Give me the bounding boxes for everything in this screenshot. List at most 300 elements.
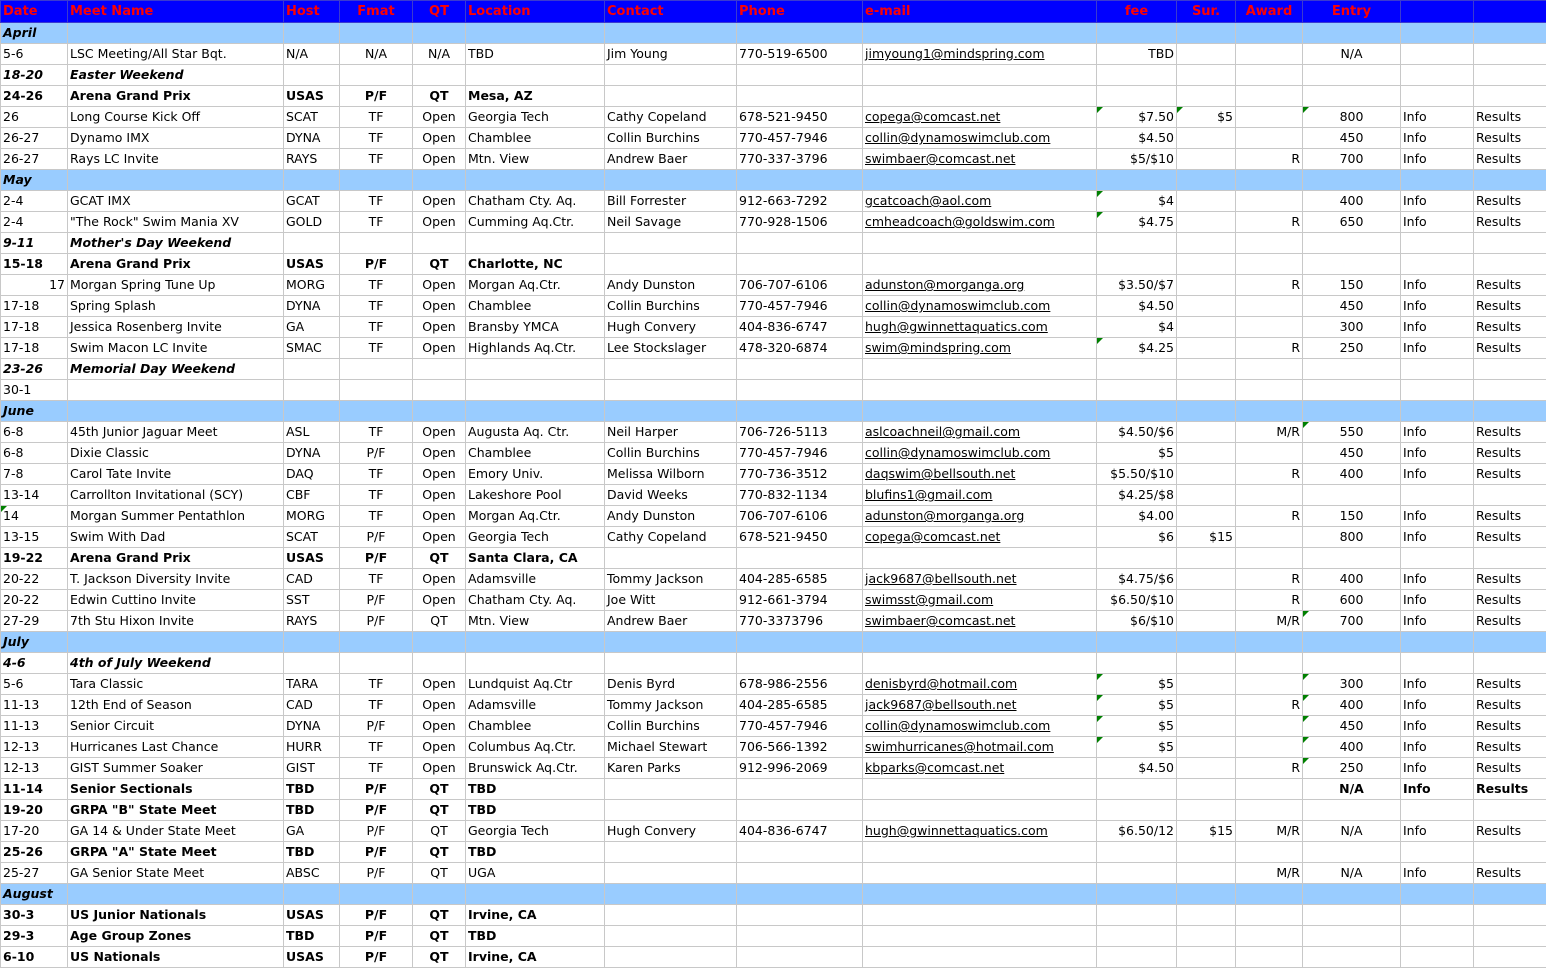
cell-fee: $5 xyxy=(1097,443,1177,464)
cell-name: Hurricanes Last Chance xyxy=(68,737,284,758)
cell-info[interactable]: Info xyxy=(1401,317,1474,338)
table-row xyxy=(1,149,1546,170)
cell-entry xyxy=(1303,380,1401,401)
cell-name xyxy=(68,884,284,905)
cell-fee: $5 xyxy=(1097,716,1177,737)
cell-email xyxy=(863,23,1097,44)
cell-info[interactable]: Info xyxy=(1401,779,1474,800)
cell-sur: $15 xyxy=(1177,527,1236,548)
cell-email[interactable]: swimhurricanes@hotmail.com xyxy=(863,737,1097,758)
cell-email xyxy=(863,359,1097,380)
cell-host xyxy=(284,401,340,422)
cell-info[interactable]: Info xyxy=(1401,443,1474,464)
cell-date: 25-26 xyxy=(1,842,68,863)
header-meet-name: Meet Name xyxy=(68,1,284,23)
table-row xyxy=(1,191,1546,212)
cell-entry xyxy=(1303,653,1401,674)
cell-info[interactable]: Info xyxy=(1401,506,1474,527)
cell-fee: $7.50 xyxy=(1097,107,1177,128)
cell-sur xyxy=(1177,590,1236,611)
cell-location xyxy=(466,401,605,422)
cell-sur xyxy=(1177,443,1236,464)
cell-phone xyxy=(737,905,863,926)
cell-fee: $4.00 xyxy=(1097,506,1177,527)
cell-info xyxy=(1401,548,1474,569)
cell-host: GA xyxy=(284,821,340,842)
cell-fee xyxy=(1097,23,1177,44)
cell-results[interactable]: Results xyxy=(1474,275,1546,296)
cell-sur xyxy=(1177,380,1236,401)
cell-email[interactable]: swimbaer@comcast.net xyxy=(863,611,1097,632)
cell-contact xyxy=(605,947,737,968)
cell-info[interactable]: Info xyxy=(1401,758,1474,779)
cell-host: DAQ xyxy=(284,464,340,485)
cell-phone xyxy=(737,779,863,800)
cell-info[interactable]: Info xyxy=(1401,737,1474,758)
table-row xyxy=(1,674,1546,695)
cell-fmat: P/F xyxy=(340,86,413,107)
cell-location xyxy=(466,23,605,44)
cell-entry: 400 xyxy=(1303,569,1401,590)
cell-host: TBD xyxy=(284,926,340,947)
cell-results[interactable]: Results xyxy=(1474,338,1546,359)
cell-results[interactable]: Results xyxy=(1474,443,1546,464)
cell-qt: QT xyxy=(413,863,466,884)
cell-award xyxy=(1236,527,1303,548)
cell-info[interactable]: Info xyxy=(1401,569,1474,590)
table-row xyxy=(1,359,1546,380)
cell-results[interactable]: Results xyxy=(1474,758,1546,779)
cell-info[interactable]: Info xyxy=(1401,191,1474,212)
cell-host: ABSC xyxy=(284,863,340,884)
cell-award xyxy=(1236,842,1303,863)
cell-location: Lakeshore Pool xyxy=(466,485,605,506)
cell-qt: Open xyxy=(413,149,466,170)
cell-info[interactable]: Info xyxy=(1401,296,1474,317)
cell-sur xyxy=(1177,44,1236,65)
table-row xyxy=(1,779,1546,800)
cell-location: TBD xyxy=(466,44,605,65)
cell-date: July xyxy=(1,632,68,653)
cell-host: SCAT xyxy=(284,107,340,128)
cell-email xyxy=(863,254,1097,275)
cell-award xyxy=(1236,947,1303,968)
cell-fee xyxy=(1097,842,1177,863)
cell-fee: $4.75/$6 xyxy=(1097,569,1177,590)
cell-info[interactable]: Info xyxy=(1401,716,1474,737)
cell-location xyxy=(466,632,605,653)
cell-contact xyxy=(605,170,737,191)
cell-fmat: TF xyxy=(340,338,413,359)
cell-phone: 678-521-9450 xyxy=(737,107,863,128)
cell-host: USAS xyxy=(284,947,340,968)
cell-award xyxy=(1236,317,1303,338)
cell-info[interactable]: Info xyxy=(1401,422,1474,443)
cell-entry: N/A xyxy=(1303,779,1401,800)
cell-info[interactable]: Info xyxy=(1401,128,1474,149)
cell-award xyxy=(1236,737,1303,758)
cell-qt: QT xyxy=(413,842,466,863)
cell-date: 6-8 xyxy=(1,443,68,464)
table-row xyxy=(1,506,1546,527)
cell-info xyxy=(1401,947,1474,968)
cell-location: Chatham Cty. Aq. xyxy=(466,191,605,212)
cell-award xyxy=(1236,86,1303,107)
cell-entry xyxy=(1303,65,1401,86)
cell-results[interactable]: Results xyxy=(1474,569,1546,590)
cell-email[interactable]: swimsst@gmail.com xyxy=(863,590,1097,611)
cell-results[interactable]: Results xyxy=(1474,674,1546,695)
cell-email[interactable]: daqswim@bellsouth.net xyxy=(863,464,1097,485)
cell-fee: $4.50 xyxy=(1097,758,1177,779)
cell-entry xyxy=(1303,359,1401,380)
cell-results[interactable]: Results xyxy=(1474,149,1546,170)
cell-location: Chamblee xyxy=(466,443,605,464)
cell-date: 24-26 xyxy=(1,86,68,107)
cell-date: 26-27 xyxy=(1,128,68,149)
cell-date: 20-22 xyxy=(1,590,68,611)
cell-fee: $4.25/$8 xyxy=(1097,485,1177,506)
cell-results[interactable]: Results xyxy=(1474,317,1546,338)
cell-contact xyxy=(605,632,737,653)
cell-entry xyxy=(1303,23,1401,44)
cell-location: Mesa, AZ xyxy=(466,86,605,107)
cell-info xyxy=(1401,842,1474,863)
cell-results[interactable]: Results xyxy=(1474,611,1546,632)
cell-info[interactable]: Info xyxy=(1401,338,1474,359)
table-row xyxy=(1,317,1546,338)
cell-results xyxy=(1474,23,1546,44)
cell-name: 45th Junior Jaguar Meet xyxy=(68,422,284,443)
cell-fmat: P/F xyxy=(340,779,413,800)
cell-results[interactable]: Results xyxy=(1474,779,1546,800)
cell-name: Memorial Day Weekend xyxy=(68,359,284,380)
table-row xyxy=(1,737,1546,758)
table-row xyxy=(1,212,1546,233)
cell-location xyxy=(466,170,605,191)
cell-fmat: TF xyxy=(340,485,413,506)
cell-contact xyxy=(605,926,737,947)
cell-results xyxy=(1474,632,1546,653)
cell-sur xyxy=(1177,65,1236,86)
cell-email[interactable]: kbparks@comcast.net xyxy=(863,758,1097,779)
cell-info xyxy=(1401,800,1474,821)
cell-fmat: P/F xyxy=(340,926,413,947)
cell-location xyxy=(466,233,605,254)
cell-results xyxy=(1474,800,1546,821)
cell-info[interactable]: Info xyxy=(1401,464,1474,485)
cell-date: 27-29 xyxy=(1,611,68,632)
cell-name: 7th Stu Hixon Invite xyxy=(68,611,284,632)
cell-results xyxy=(1474,359,1546,380)
cell-info[interactable]: Info xyxy=(1401,821,1474,842)
cell-email[interactable]: denisbyrd@hotmail.com xyxy=(863,674,1097,695)
cell-award: R xyxy=(1236,212,1303,233)
cell-contact xyxy=(605,380,737,401)
cell-qt: QT xyxy=(413,926,466,947)
cell-fee xyxy=(1097,632,1177,653)
cell-award xyxy=(1236,779,1303,800)
cell-phone: 770-337-3796 xyxy=(737,149,863,170)
cell-name: Dixie Classic xyxy=(68,443,284,464)
cell-location: TBD xyxy=(466,779,605,800)
cell-results xyxy=(1474,947,1546,968)
cell-entry: 250 xyxy=(1303,338,1401,359)
cell-results[interactable]: Results xyxy=(1474,296,1546,317)
cell-fee xyxy=(1097,380,1177,401)
cell-info[interactable]: Info xyxy=(1401,674,1474,695)
cell-phone: 404-836-6747 xyxy=(737,821,863,842)
cell-contact: Collin Burchins xyxy=(605,443,737,464)
cell-name: Rays LC Invite xyxy=(68,149,284,170)
cell-host: CBF xyxy=(284,485,340,506)
cell-host: SST xyxy=(284,590,340,611)
cell-qt xyxy=(413,233,466,254)
cell-results[interactable]: Results xyxy=(1474,737,1546,758)
cell-name: Swim Macon LC Invite xyxy=(68,338,284,359)
cell-sur xyxy=(1177,653,1236,674)
cell-award: R xyxy=(1236,590,1303,611)
cell-fee: $4.50 xyxy=(1097,296,1177,317)
cell-award xyxy=(1236,485,1303,506)
cell-phone xyxy=(737,653,863,674)
cell-fmat xyxy=(340,359,413,380)
cell-email[interactable]: hugh@gwinnettaquatics.com xyxy=(863,317,1097,338)
cell-qt xyxy=(413,359,466,380)
cell-entry: 400 xyxy=(1303,737,1401,758)
cell-results[interactable]: Results xyxy=(1474,128,1546,149)
cell-sur xyxy=(1177,149,1236,170)
cell-sur xyxy=(1177,401,1236,422)
cell-info xyxy=(1401,44,1474,65)
cell-email[interactable]: swimbaer@comcast.net xyxy=(863,149,1097,170)
cell-location: Cumming Aq.Ctr. xyxy=(466,212,605,233)
cell-fmat xyxy=(340,65,413,86)
cell-results[interactable]: Results xyxy=(1474,506,1546,527)
cell-location: Morgan Aq.Ctr. xyxy=(466,506,605,527)
cell-contact: Neil Harper xyxy=(605,422,737,443)
cell-award xyxy=(1236,296,1303,317)
cell-fee: $4.25 xyxy=(1097,338,1177,359)
cell-qt xyxy=(413,65,466,86)
cell-contact: David Weeks xyxy=(605,485,737,506)
cell-results[interactable]: Results xyxy=(1474,191,1546,212)
cell-name: GIST Summer Soaker xyxy=(68,758,284,779)
cell-entry xyxy=(1303,86,1401,107)
cell-date: 30-3 xyxy=(1,905,68,926)
cell-host: DYNA xyxy=(284,128,340,149)
cell-award xyxy=(1236,632,1303,653)
cell-date: 14 xyxy=(1,506,68,527)
header-date: Date xyxy=(1,1,68,23)
cell-info[interactable]: Info xyxy=(1401,863,1474,884)
cell-fee xyxy=(1097,653,1177,674)
cell-results[interactable]: Results xyxy=(1474,464,1546,485)
cell-award xyxy=(1236,107,1303,128)
cell-email[interactable]: cmheadcoach@goldswim.com xyxy=(863,212,1097,233)
cell-phone: 404-285-6585 xyxy=(737,695,863,716)
cell-results[interactable]: Results xyxy=(1474,695,1546,716)
cell-sur xyxy=(1177,338,1236,359)
cell-name: US Nationals xyxy=(68,947,284,968)
cell-info[interactable]: Info xyxy=(1401,107,1474,128)
cell-email[interactable]: hugh@gwinnettaquatics.com xyxy=(863,821,1097,842)
cell-email[interactable]: collin@dynamoswimclub.com xyxy=(863,296,1097,317)
cell-results[interactable]: Results xyxy=(1474,863,1546,884)
cell-email[interactable]: gcatcoach@aol.com xyxy=(863,191,1097,212)
cell-email[interactable]: adunston@morganga.org xyxy=(863,506,1097,527)
cell-results[interactable]: Results xyxy=(1474,716,1546,737)
cell-email[interactable]: jack9687@bellsouth.net xyxy=(863,569,1097,590)
cell-name: GRPA "B" State Meet xyxy=(68,800,284,821)
cell-qt: Open xyxy=(413,212,466,233)
cell-info[interactable]: Info xyxy=(1401,149,1474,170)
cell-entry xyxy=(1303,632,1401,653)
cell-host: USAS xyxy=(284,548,340,569)
cell-location: Georgia Tech xyxy=(466,527,605,548)
cell-phone: 404-836-6747 xyxy=(737,317,863,338)
cell-award: M/R xyxy=(1236,821,1303,842)
cell-phone xyxy=(737,254,863,275)
cell-sur xyxy=(1177,464,1236,485)
cell-fmat: P/F xyxy=(340,800,413,821)
cell-phone: 770-928-1506 xyxy=(737,212,863,233)
cell-results[interactable]: Results xyxy=(1474,422,1546,443)
cell-info[interactable]: Info xyxy=(1401,212,1474,233)
cell-entry: 600 xyxy=(1303,590,1401,611)
cell-info[interactable]: Info xyxy=(1401,527,1474,548)
cell-info xyxy=(1401,23,1474,44)
cell-fee xyxy=(1097,800,1177,821)
cell-results[interactable]: Results xyxy=(1474,821,1546,842)
cell-name: Carrollton Invitational (SCY) xyxy=(68,485,284,506)
cell-date: 17 xyxy=(1,275,68,296)
cell-info[interactable]: Info xyxy=(1401,590,1474,611)
cell-qt: QT xyxy=(413,905,466,926)
cell-fee: $5/$10 xyxy=(1097,149,1177,170)
cell-fmat: TF xyxy=(340,296,413,317)
cell-name: Mother's Day Weekend xyxy=(68,233,284,254)
cell-award: R xyxy=(1236,506,1303,527)
table-row xyxy=(1,611,1546,632)
cell-sur xyxy=(1177,359,1236,380)
cell-award: M/R xyxy=(1236,611,1303,632)
cell-results[interactable]: Results xyxy=(1474,212,1546,233)
cell-phone: 770-736-3512 xyxy=(737,464,863,485)
cell-results xyxy=(1474,548,1546,569)
cell-fee: $3.50/$7 xyxy=(1097,275,1177,296)
cell-entry: 650 xyxy=(1303,212,1401,233)
header-host: Host xyxy=(284,1,340,23)
cell-award xyxy=(1236,653,1303,674)
cell-email[interactable]: jack9687@bellsouth.net xyxy=(863,695,1097,716)
cell-entry: 450 xyxy=(1303,716,1401,737)
cell-qt: Open xyxy=(413,317,466,338)
cell-email[interactable]: jimyoung1@mindspring.com xyxy=(863,44,1097,65)
cell-contact: Hugh Convery xyxy=(605,821,737,842)
cell-location xyxy=(466,380,605,401)
cell-location: Lundquist Aq.Ctr xyxy=(466,674,605,695)
cell-date: 29-3 xyxy=(1,926,68,947)
cell-award xyxy=(1236,191,1303,212)
cell-qt xyxy=(413,653,466,674)
cell-results[interactable]: Results xyxy=(1474,107,1546,128)
cell-qt: Open xyxy=(413,191,466,212)
cell-email[interactable]: copega@comcast.net xyxy=(863,107,1097,128)
cell-name: 12th End of Season xyxy=(68,695,284,716)
cell-award xyxy=(1236,884,1303,905)
cell-email xyxy=(863,233,1097,254)
cell-host: ASL xyxy=(284,422,340,443)
header-location: Location xyxy=(466,1,605,23)
cell-qt: Open xyxy=(413,674,466,695)
cell-host: GA xyxy=(284,317,340,338)
cell-email[interactable]: copega@comcast.net xyxy=(863,527,1097,548)
cell-date: June xyxy=(1,401,68,422)
cell-fee xyxy=(1097,359,1177,380)
cell-email[interactable]: swim@mindspring.com xyxy=(863,338,1097,359)
cell-results[interactable]: Results xyxy=(1474,590,1546,611)
cell-fmat: TF xyxy=(340,506,413,527)
cell-email[interactable]: collin@dynamoswimclub.com xyxy=(863,443,1097,464)
cell-sur xyxy=(1177,611,1236,632)
cell-fmat: TF xyxy=(340,149,413,170)
cell-contact xyxy=(605,779,737,800)
cell-location: Mtn. View xyxy=(466,611,605,632)
cell-email[interactable]: aslcoachneil@gmail.com xyxy=(863,422,1097,443)
cell-info[interactable]: Info xyxy=(1401,611,1474,632)
cell-phone xyxy=(737,863,863,884)
cell-host: GIST xyxy=(284,758,340,779)
cell-host: RAYS xyxy=(284,611,340,632)
cell-fee xyxy=(1097,779,1177,800)
cell-location: TBD xyxy=(466,800,605,821)
cell-email[interactable]: adunston@morganga.org xyxy=(863,275,1097,296)
cell-info[interactable]: Info xyxy=(1401,275,1474,296)
cell-qt: Open xyxy=(413,128,466,149)
cell-phone: 678-521-9450 xyxy=(737,527,863,548)
cell-award xyxy=(1236,401,1303,422)
cell-award xyxy=(1236,548,1303,569)
cell-results[interactable]: Results xyxy=(1474,527,1546,548)
cell-fee: $6/$10 xyxy=(1097,611,1177,632)
cell-date: 23-26 xyxy=(1,359,68,380)
cell-qt xyxy=(413,632,466,653)
cell-email[interactable]: blufins1@gmail.com xyxy=(863,485,1097,506)
cell-award: R xyxy=(1236,338,1303,359)
cell-name xyxy=(68,170,284,191)
cell-sur xyxy=(1177,212,1236,233)
cell-fee: $6.50/$10 xyxy=(1097,590,1177,611)
cell-fmat: P/F xyxy=(340,443,413,464)
cell-date: 19-20 xyxy=(1,800,68,821)
cell-date: May xyxy=(1,170,68,191)
cell-qt: Open xyxy=(413,485,466,506)
cell-info[interactable]: Info xyxy=(1401,695,1474,716)
table-row xyxy=(1,695,1546,716)
cell-results xyxy=(1474,884,1546,905)
cell-email[interactable]: collin@dynamoswimclub.com xyxy=(863,716,1097,737)
cell-host: USAS xyxy=(284,254,340,275)
cell-contact xyxy=(605,65,737,86)
cell-phone: 912-661-3794 xyxy=(737,590,863,611)
cell-location: Highlands Aq.Ctr. xyxy=(466,338,605,359)
cell-location: Bransby YMCA xyxy=(466,317,605,338)
cell-email[interactable]: collin@dynamoswimclub.com xyxy=(863,128,1097,149)
cell-fee xyxy=(1097,905,1177,926)
cell-date: 7-8 xyxy=(1,464,68,485)
cell-sur xyxy=(1177,758,1236,779)
